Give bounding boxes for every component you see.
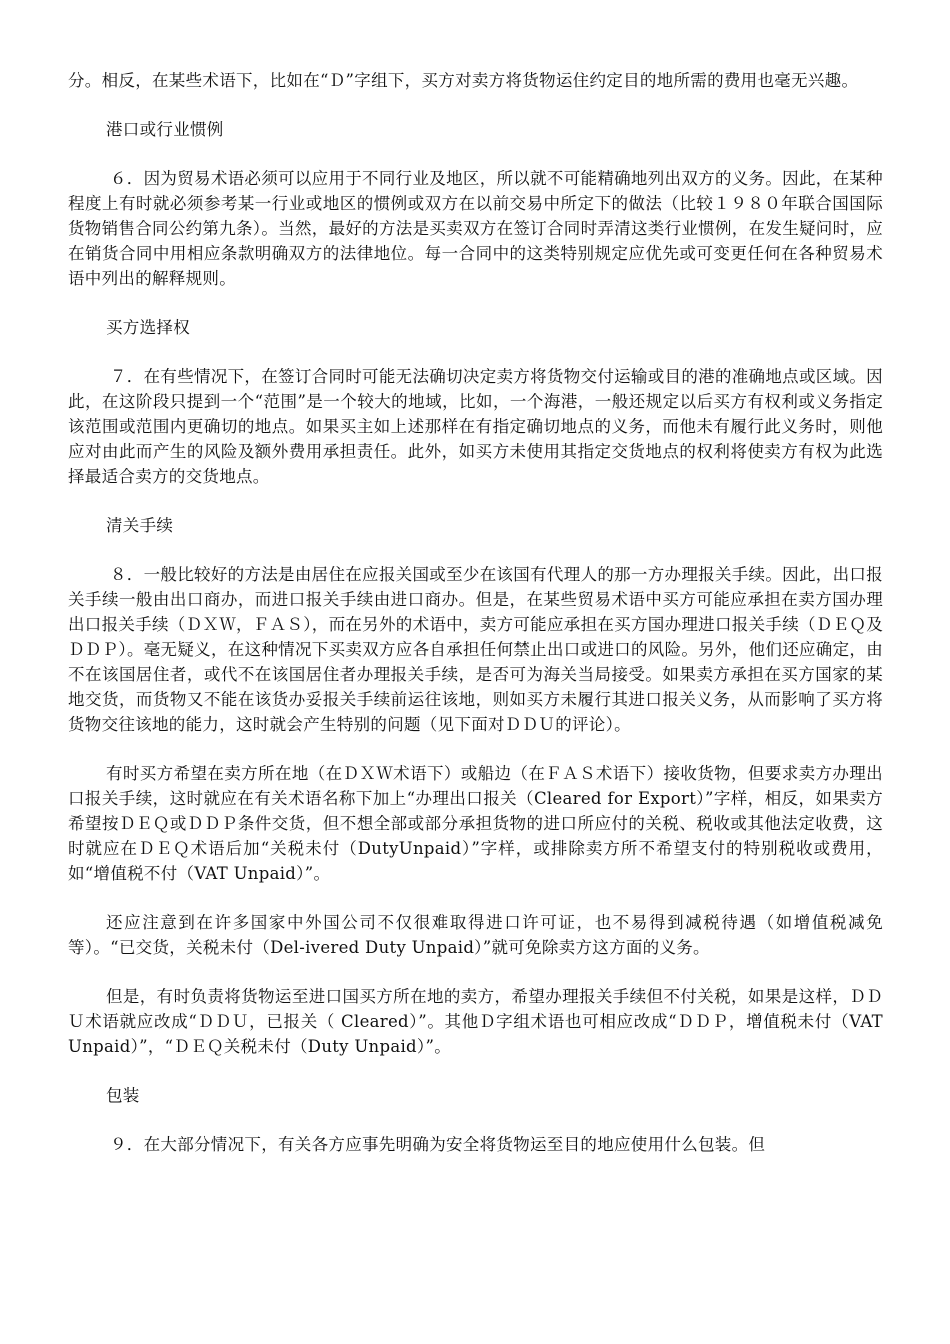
section-heading-buyer-option: 买方选择权 xyxy=(106,318,190,337)
paragraph-6: ６．因为贸易术语必须可以应用于不同行业及地区，所以就不可能精确地列出双方的义务。因此，在某种程度上有时就必须参考某一行业或地区的惯例或双方在以前交易中所定下的做法（比较１９８０年联合国国际货物销售合同公约第九条）。当然，最好的方法是买卖双方在签订合同时弄清这类行业惯例，在发生疑问时，应在销货合同中用相应条款明确双方的法律地位。每一合同中的这类特别规定应优先或可变更任何在各种贸易术语中列出的解释规则。 xyxy=(68,169,883,288)
section-heading-customs-clearance: 清关手续 xyxy=(106,516,174,535)
section-heading-packaging: 包装 xyxy=(106,1086,140,1105)
document-page xyxy=(68,68,883,1157)
paragraph-import-license: 还应注意到在许多国家中外国公司不仅很难取得进口许可证，也不易得到减税待遇（如增值税减免等）。“已交货，关税未付（Del-ivered Duty Unpaid）”就可免除卖方这方面的义务。 xyxy=(68,913,883,957)
paragraph-7: ７．在有些情况下，在签订合同时可能无法确切决定卖方将货物交付运输或目的港的准确地点或区域。因此，在这阶段只提到一个“范围”是一个较大的地域，比如，一个海港，一般还规定以后买方有权利或义务指定该范围或范围内更确切的地点。如果买主如上述那样在有指定确切地点的义务，而他未有履行此义务时，则他应对由此而产生的风险及额外费用承担责任。此外，如买方未使用其指定交货地点的权利将使卖方有权为此选择最适合卖方的交货地点。 xyxy=(68,367,883,486)
paragraph-8: ８．一般比较好的方法是由居住在应报关国或至少在该国有代理人的那一方办理报关手续。因此，出口报关手续一般由出口商办，而进口报关手续由进口商办。但是，在某些贸易术语中买方可能应承担在卖方国办理出口报关手续（ＤＸＷ，ＦＡＳ），而在另外的术语中，卖方可能应承担在买方国办理进口报关手续（ＤＥＱ及ＤＤＰ）。毫无疑义，在这种情况下买卖双方应各自承担任何禁止出口或进口的风险。另外，他们还应确定，由不在该国居住者，或代不在该国居住者办理报关手续，是否可为海关当局接受。如果卖方承担在买方国家的某地交货，而货物又不能在该货办妥报关手续前运往该地，则如买方未履行其进口报关义务，从而影响了买方将货物交往该地的能力，这时就会产生特别的问题（见下面对ＤＤＵ的评论）。 xyxy=(68,565,883,734)
paragraph-ddu-cleared: 但是，有时负责将货物运至进口国买方所在地的卖方，希望办理报关手续但不付关税，如果是这样，ＤＤＵ术语就应改成“ＤＤＵ，已报关（ Cleared）”。其他Ｄ字组术语也可相应改成“ＤＤＰ，增值税未付（VAT Unpaid）”，“ＤＥＱ关税未付（Duty Unpaid）”。 xyxy=(68,987,883,1056)
paragraph-9: ９．在大部分情况下，有关各方应事先明确为安全将货物运至目的地应使用什么包装。但 xyxy=(110,1135,766,1154)
paragraph-cleared-for-export: 有时买方希望在卖方所在地（在ＤＸＷ术语下）或船边（在ＦＡＳ术语下）接收货物，但要求卖方办理出口报关手续，这时就应在有关术语名称下加上“办理出口报关（Cleared for Export）”字样，相反，如果卖方希望按ＤＥＱ或ＤＤＰ条件交货，但不想全部或部分承担货物的进口所应付的关税、税收或其他法定收费，这时就应在ＤＥＱ术语后加“关税未付（DutyUnpaid）”字样，或排除卖方所不希望支付的特别税收或费用，如“增值税不付（VAT Unpaid）”。 xyxy=(68,764,883,883)
paragraph-continuation: 分。相反，在某些术语下，比如在“Ｄ”字组下，买方对卖方将货物运住约定目的地所需的费用也毫无兴趣。 xyxy=(68,71,859,90)
section-heading-port-practice: 港口或行业惯例 xyxy=(106,120,224,139)
